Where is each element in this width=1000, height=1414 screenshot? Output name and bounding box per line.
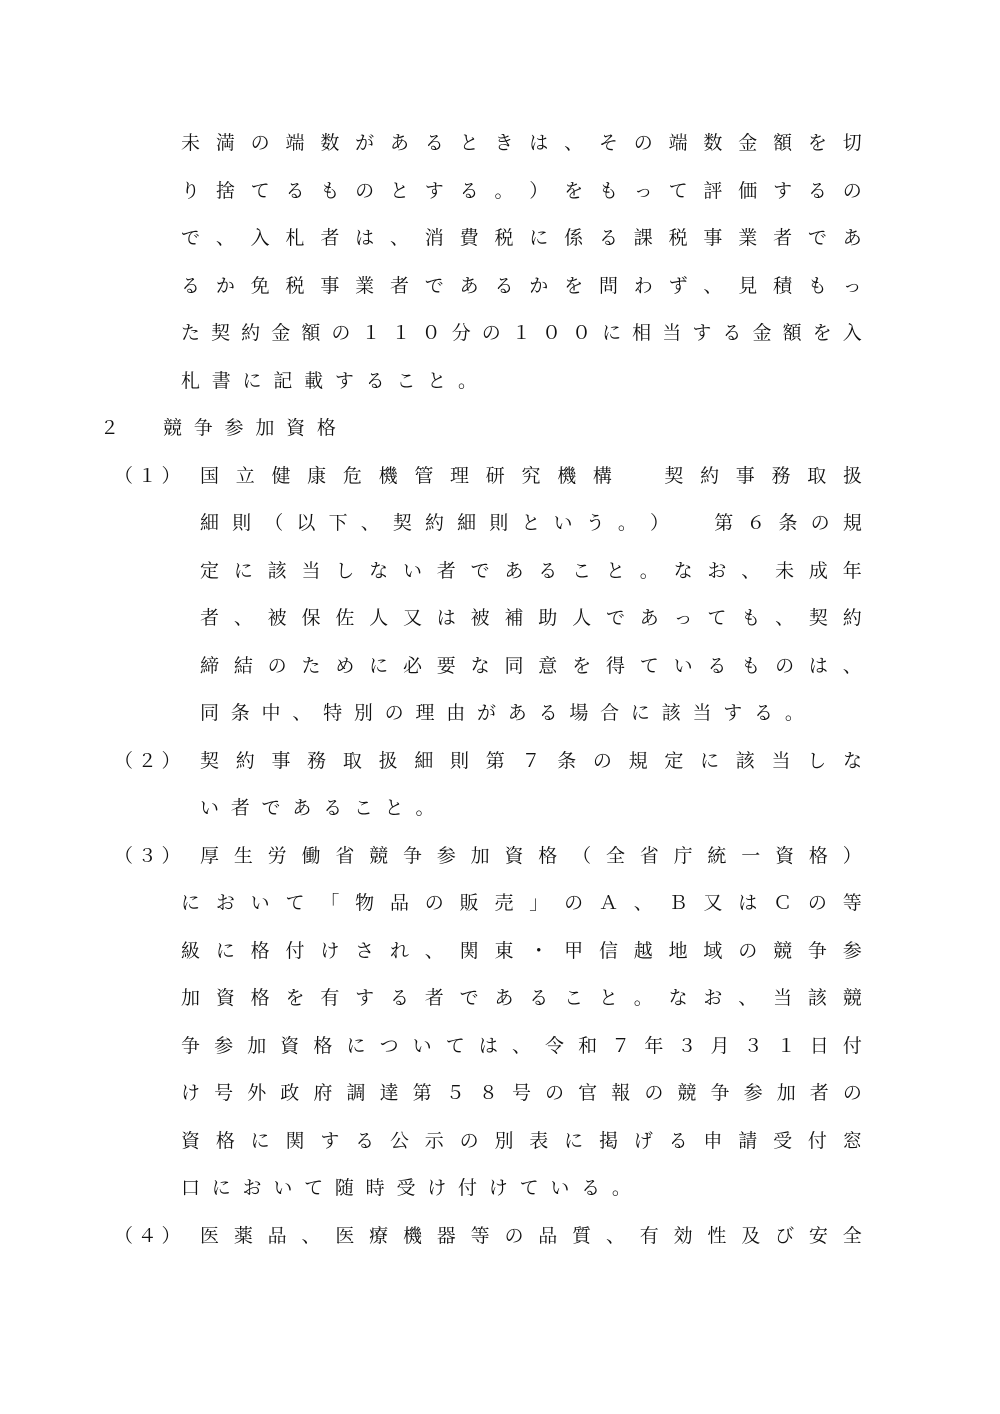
item-text-line: 定 に 該 当 し な い 者 で あ る こ と 。 な お 、 未 成 年 bbox=[200, 559, 862, 582]
item-label: （３） bbox=[114, 844, 186, 867]
section-number: ２ bbox=[100, 417, 120, 439]
paragraph-line: 札書に記載すること。 bbox=[181, 369, 489, 392]
item-text-line: 争 参 加 資 格 に つ い て は 、 令 和 ７ 年 ３ 月 ３ １ 日 付 bbox=[181, 1034, 862, 1057]
item-text-line: 締 結 の た め に 必 要 な 同 意 を 得 て い る も の は 、 bbox=[200, 654, 862, 677]
paragraph-line: る か 免 税 事 業 者 で あ る か を 問 わ ず 、 見 積 も っ bbox=[181, 274, 862, 297]
item-text-line: 資 格 に 関 す る 公 示 の 別 表 に 掲 げ る 申 請 受 付 窓 bbox=[181, 1129, 862, 1152]
section-heading: 競争参加資格 bbox=[163, 417, 348, 439]
item-text-line: 医 薬 品 、 医 療 機 器 等 の 品 質 、 有 効 性 及 び 安 全 bbox=[200, 1224, 862, 1247]
item-text-line: 加 資 格 を 有 す る 者 で あ る こ と 。 な お 、 当 該 競 bbox=[181, 987, 862, 1009]
item-text-line: 契 約 事 務 取 扱 細 則 第 ７ 条 の 規 定 に 該 当 し な bbox=[200, 749, 862, 772]
item-text-line: 細 則 （ 以 下 、 契 約 細 則 と い う 。 ） 第 ６ 条 の 規 bbox=[200, 512, 862, 534]
item-text-line: 口において随時受け付けている。 bbox=[181, 1177, 643, 1199]
item-text-line: 厚 生 労 働 省 競 争 参 加 資 格 （ 全 省 庁 統 一 資 格 ） bbox=[200, 844, 862, 867]
item-text-line: に お い て 「 物 品 の 販 売 」 の Ａ 、 Ｂ 又 は Ｃ の 等 bbox=[181, 892, 862, 914]
paragraph-line: た 契 約 金 額 の １ １ ０ 分 の １ ０ ０ に 相 当 す る 金 額 を 入 bbox=[181, 322, 862, 344]
item-text-line: い者であること。 bbox=[200, 797, 447, 819]
item-text-line: 国 立 健 康 危 機 管 理 研 究 機 構 契 約 事 務 取 扱 bbox=[200, 464, 862, 487]
item-label: （２） bbox=[114, 749, 186, 772]
paragraph-line: で 、 入 札 者 は 、 消 費 税 に 係 る 課 税 事 業 者 で あ bbox=[181, 227, 862, 249]
item-label: （４） bbox=[114, 1224, 186, 1247]
paragraph-line: り 捨 て る も の と す る 。 ） を も っ て 評 価 す る の bbox=[181, 179, 862, 202]
item-text-line: 級 に 格 付 け さ れ 、 関 東 ・ 甲 信 越 地 域 の 競 争 参 bbox=[181, 939, 862, 962]
item-text-line: 者 、 被 保 佐 人 又 は 被 補 助 人 で あ っ て も 、 契 約 bbox=[200, 607, 862, 629]
item-label: （１） bbox=[114, 464, 186, 487]
item-text-line: け 号 外 政 府 調 達 第 ５ ８ 号 の 官 報 の 競 争 参 加 者 の bbox=[181, 1082, 862, 1104]
item-text-line: 同条中、特別の理由がある場合に該当する。 bbox=[200, 702, 816, 724]
paragraph-line: 未 満 の 端 数 が あ る と き は 、 そ の 端 数 金 額 を 切 bbox=[181, 132, 862, 154]
